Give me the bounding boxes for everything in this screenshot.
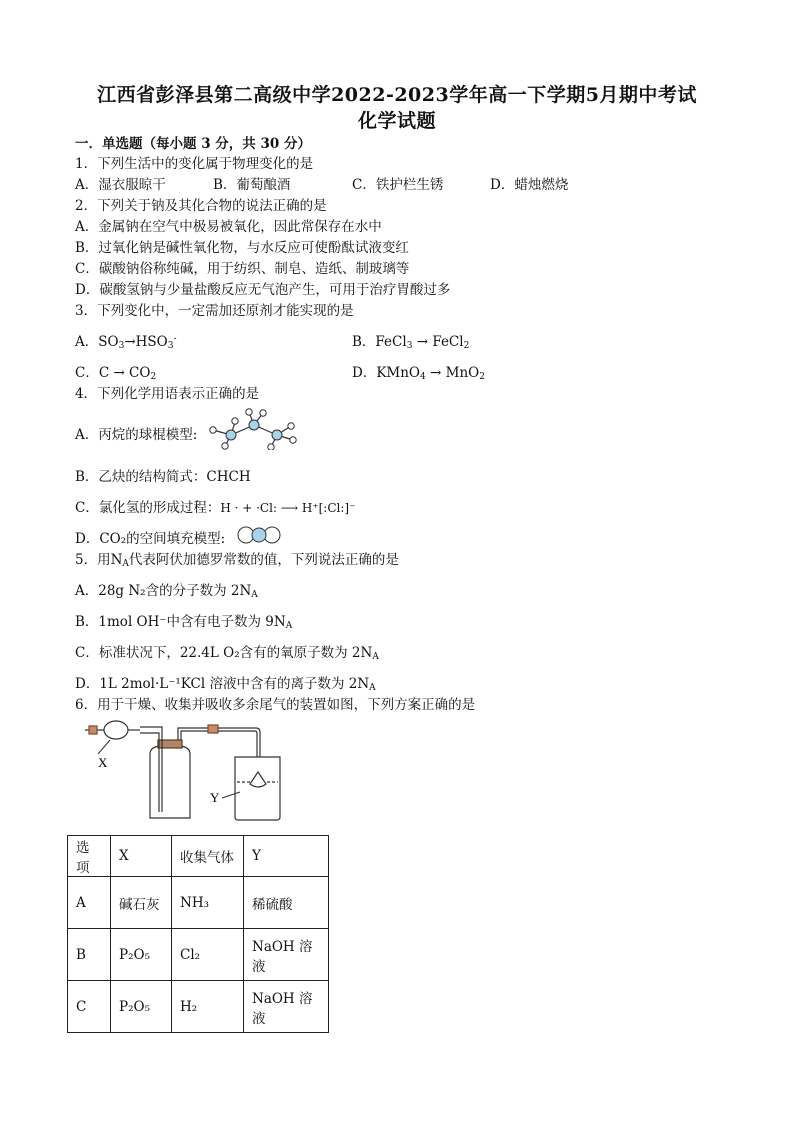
table-row	[68, 929, 329, 981]
q2-option-d: D．碳酸氢钠与少量盐酸反应无气泡产生，可用于治疗胃酸过多	[75, 282, 451, 298]
q5-stem: 5．用$N_A$代表阿伏加德罗常数的值，下列说法正确的是	[75, 552, 399, 569]
q1-option-d: D．蜡烛燃烧	[490, 177, 569, 193]
table-header-row	[68, 836, 329, 877]
page-subtitle: 化学试题	[357, 110, 436, 132]
q3-option-d: D．KMnO$_4$ → MnO$_2$	[352, 365, 485, 382]
table-cell: NaOH 溶液	[244, 929, 329, 981]
table-cell: B	[68, 929, 111, 981]
label-y: Y	[210, 790, 220, 805]
table-cell: A	[68, 877, 111, 929]
section-heading: 一．单选题（每小题 3 分，共 30 分）	[75, 136, 311, 152]
table-row	[68, 877, 329, 929]
label-x: X	[98, 755, 108, 770]
table-cell: 稀硫酸	[244, 877, 329, 929]
table-cell: NaOH 溶液	[244, 981, 329, 1033]
table-cell: NH₃	[172, 877, 244, 929]
table-cell: 碱石灰	[111, 877, 172, 929]
table-row	[68, 981, 329, 1033]
table-cell: H₂	[172, 981, 244, 1033]
q1-stem: 1．下列生活中的变化属于物理变化的是	[75, 156, 314, 172]
q1-option-a: A．湿衣服晾干	[75, 177, 166, 193]
q4-stem: 4．下列化学用语表示正确的是	[75, 386, 260, 402]
q5-option-c: C．标准状况下，22.4L O₂含有的氧原子数为 $2N_A$	[75, 645, 379, 662]
q4-option-b: B．乙炔的结构简式：CHCH	[75, 469, 251, 485]
q3-option-b: B．FeCl$_3$ → FeCl$_2$	[352, 334, 470, 351]
table-header-cell: 收集气体	[172, 836, 244, 877]
q1-option-c: C．铁护栏生锈	[352, 177, 444, 193]
table-cell: C	[68, 981, 111, 1033]
page-title: 江西省彭泽县第二高级中学2022-2023学年高一下学期5月期中考试	[97, 84, 697, 106]
table-cell: P₂O₅	[111, 981, 172, 1033]
q5-option-a: A．28g N₂含的分子数为 $2N_A$	[75, 583, 258, 600]
q5-option-b: B．1mol OH⁻中含有电子数为 $9N_A$	[75, 614, 293, 631]
q5-option-d: D．1L 2mol·L⁻¹KCl 溶液中含有的离子数为 $2N_A$	[75, 676, 376, 693]
q3-stem: 3．下列变化中，一定需加还原剂才能实现的是	[75, 303, 354, 319]
q2-option-b: B．过氧化钠是碱性氧化物，与水反应可使酚酞试液变红	[75, 240, 409, 256]
q2-stem: 2．下列关于钠及其化合物的说法正确的是	[75, 198, 327, 214]
q4-option-d: D．CO₂的空间填充模型:	[75, 531, 226, 547]
q1-option-b: B．葡萄酿酒	[213, 177, 291, 193]
gas-apparatus-diagram	[80, 712, 300, 827]
propane-ball-stick-model	[205, 408, 300, 450]
q4-option-a: A．丙烷的球棍模型:	[75, 427, 198, 443]
co2-space-filling-model	[236, 525, 282, 545]
q3-option-a: A．$SO_3\to HSO_3^-$	[75, 334, 177, 351]
q4-option-c: C．氯化氢的形成过程：H · + ·Cl: ⟶ H⁺[:Cl:]⁻	[75, 500, 356, 516]
table-cell: P₂O₅	[111, 929, 172, 981]
q2-option-a: A．金属钠在空气中极易被氧化，因此常保存在水中	[75, 219, 382, 235]
table-header-cell: Y	[244, 836, 329, 877]
hcl-formation-formula: H · + ·Cl: ⟶ H⁺[:Cl:]⁻	[220, 501, 356, 515]
table-header-cell: 选项	[68, 836, 111, 877]
q6-options-table	[67, 835, 329, 1033]
q3-option-c: C．$C \to CO_2$	[75, 365, 157, 382]
table-header-cell: X	[111, 836, 172, 877]
q6-stem: 6．用于干燥、收集并吸收多余尾气的装置如图，下列方案正确的是	[75, 697, 476, 713]
table-cell: Cl₂	[172, 929, 244, 981]
q2-option-c: C．碳酸钠俗称纯碱，用于纺织、制皂、造纸、制玻璃等	[75, 261, 410, 277]
